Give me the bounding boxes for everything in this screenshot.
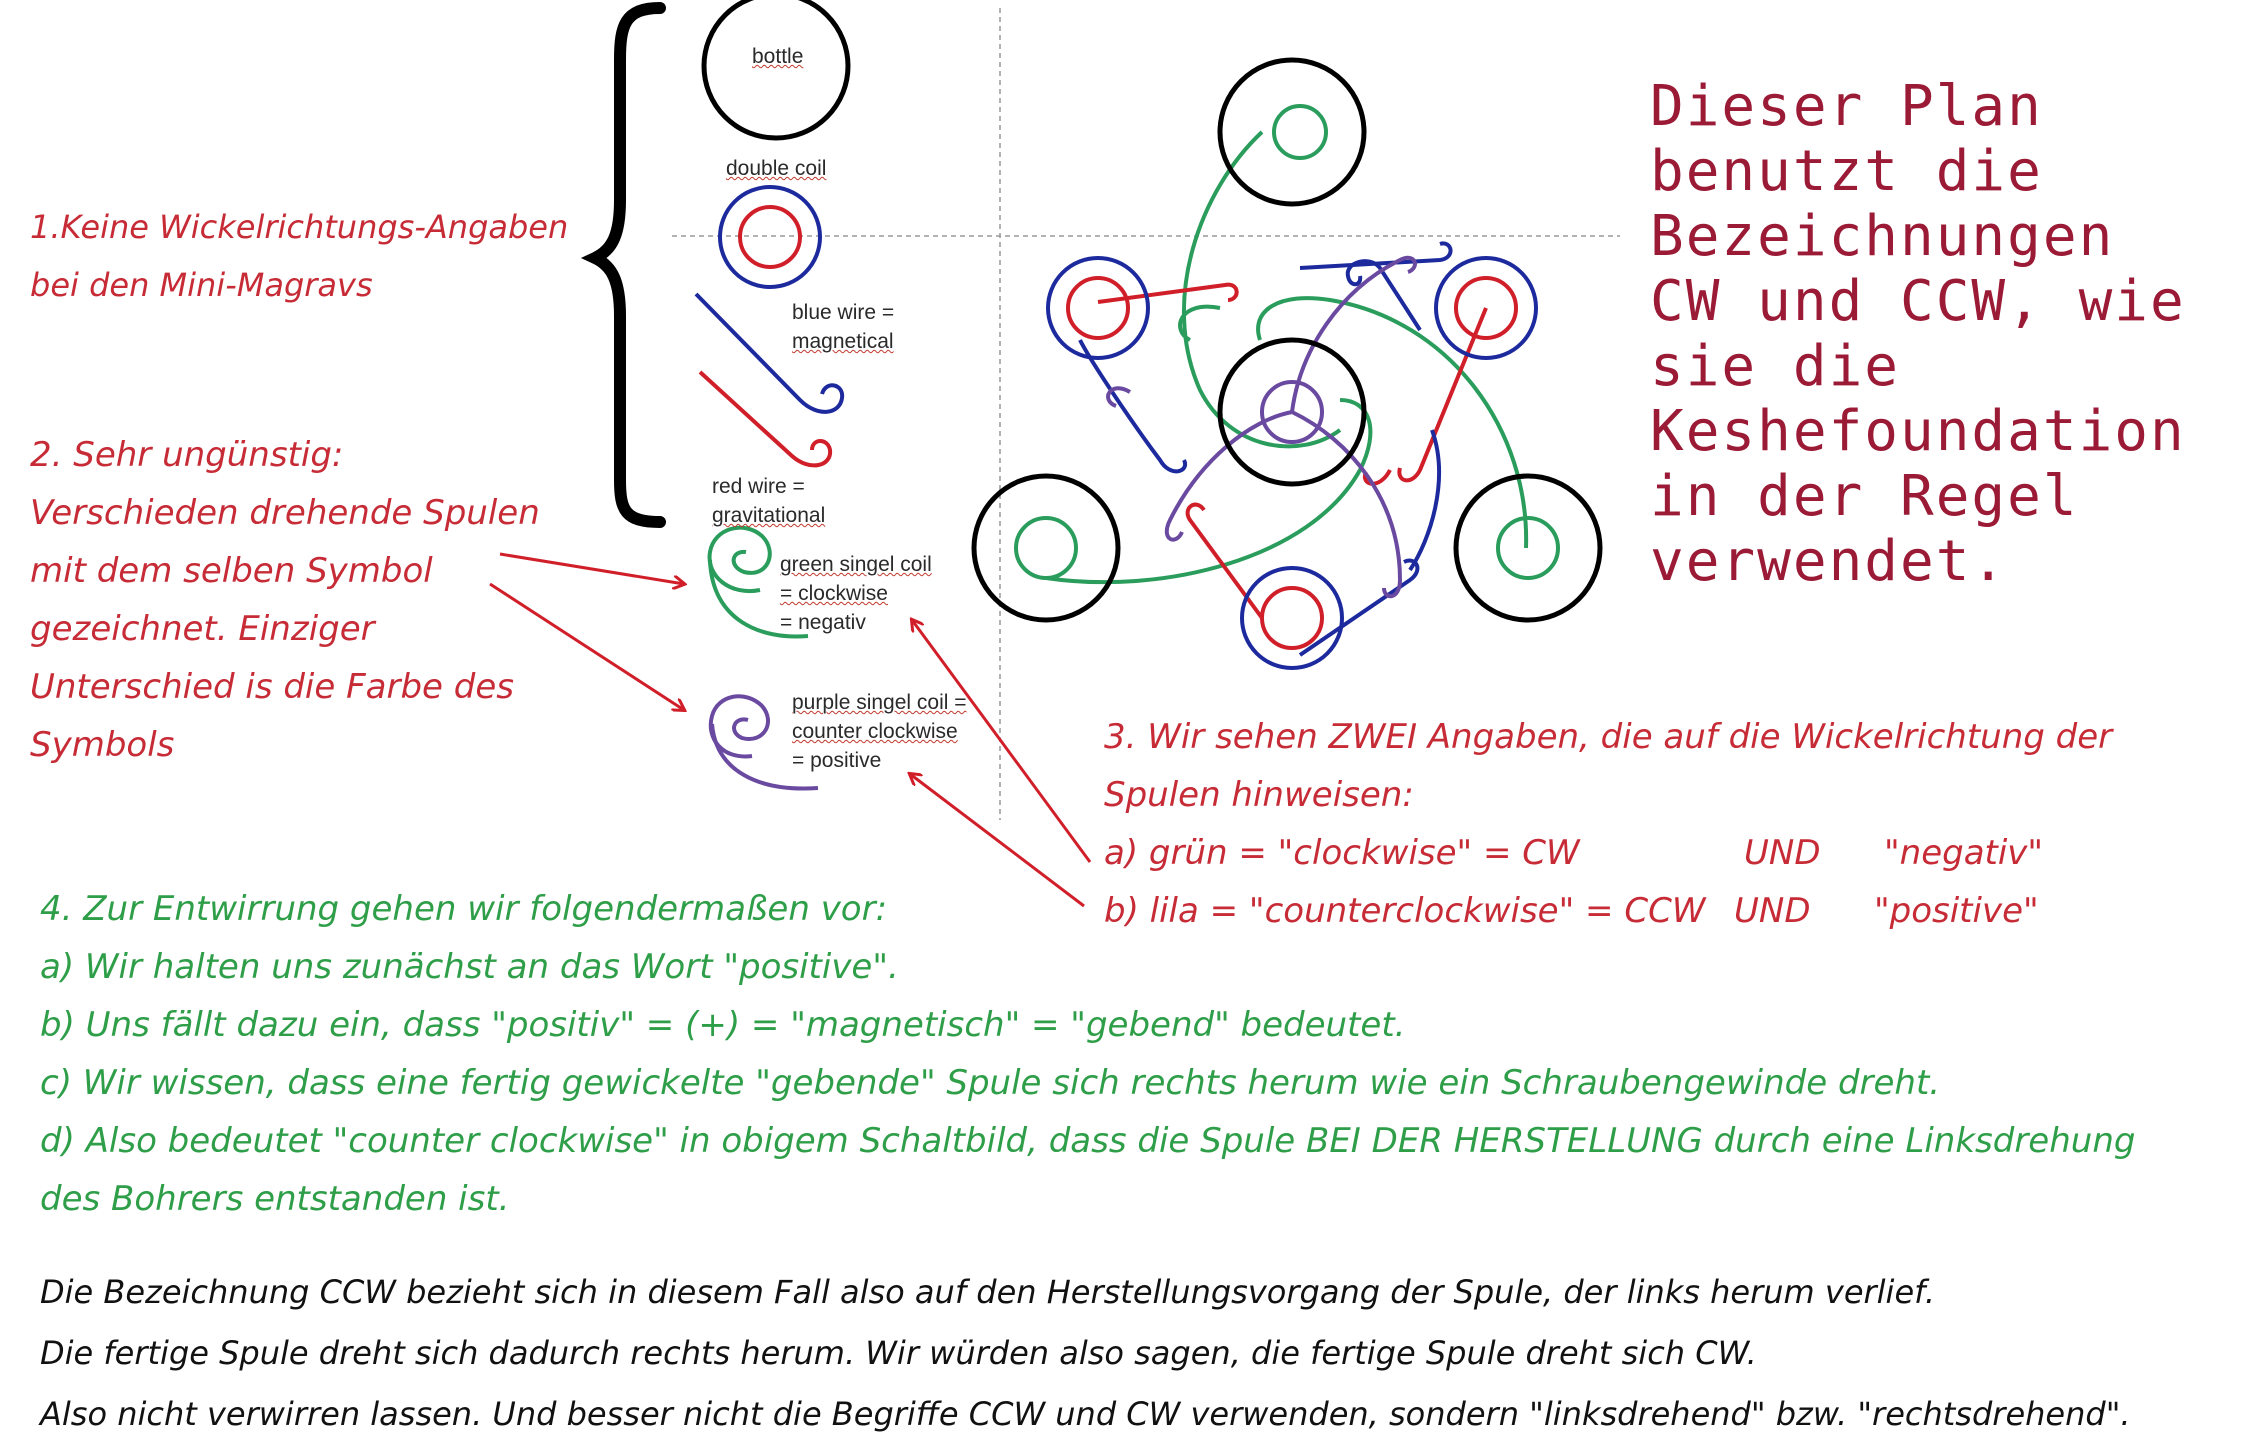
legend-blue-wire-label: blue wire = magnetical	[792, 301, 895, 353]
legend-green-coil-label: green singel coil = clockwise = negativ	[780, 553, 932, 634]
legend-red-wire-label: red wire = gravitational	[712, 475, 826, 527]
note-5-line: Die Bezeichnung CCW bezieht sich in diesem Fall also auf den Herstellungsvorgang der Spule, der links herum verlief.	[40, 1273, 1935, 1311]
note-2-line: mit dem selben Symbol	[30, 551, 433, 591]
note-3-row-a: a) grün = "clockwise" = CW UND "negativ"	[1104, 833, 2044, 873]
note-4-line: d) Also bedeutet "counter clockwise" in obigem Schaltbild, dass die Spule BEI DER HERSTELLUNG durch eine Linksdrehung	[40, 1121, 2136, 1161]
note-2-line: Verschieden drehende Spulen	[30, 493, 540, 533]
legend-double-coil-symbol	[720, 187, 820, 287]
note-4-line: a) Wir halten uns zunächst an das Wort "positive".	[40, 947, 899, 987]
note-5-line: Also nicht verwirren lassen. Und besser nicht die Begriffe CCW und CW verwenden, sondern "linksdrehend" bzw. "rechtsdrehend".	[40, 1395, 2131, 1433]
note-5-line: Die fertige Spule dreht sich dadurch rechts herum. Wir würden also sagen, die fertige Spule dreht sich CW.	[40, 1334, 1757, 1372]
note-2	[30, 426, 540, 774]
note-4-line: c) Wir wissen, dass eine fertig gewickelte "gebende" Spule sich rechts herum wie ein Schraubengewinde dreht.	[40, 1063, 1941, 1103]
note-2-line: Symbols	[30, 725, 175, 765]
plan-line: Keshefoundation	[1650, 399, 2186, 464]
plan-line: verwendet.	[1650, 529, 2008, 594]
note-4-line: b) Uns fällt dazu ein, dass "positiv" = (+) = "magnetisch" = "gebend" bedeutet.	[40, 1005, 1406, 1045]
note-4-line: des Bohrers entstanden ist.	[40, 1179, 510, 1219]
note-1	[30, 198, 568, 314]
plan-line: CW und CCW, wie	[1650, 269, 2186, 334]
note-1-line: 1.Keine Wickelrichtungs-Angaben	[30, 208, 569, 246]
curly-brace	[595, 8, 660, 522]
note-4	[40, 880, 2135, 1228]
plan-line: Dieser Plan	[1650, 74, 2043, 139]
legend-bottle-label: bottle	[752, 45, 804, 68]
magrav-plan-diagram	[974, 60, 1600, 668]
note-4-line: 4. Zur Entwirrung gehen wir folgendermaßen vor:	[40, 889, 888, 929]
note-5	[40, 1262, 2131, 1445]
note-1-line: bei den Mini-Magravs	[30, 266, 373, 304]
legend-green-coil-symbol	[710, 528, 770, 591]
legend-red-wire-symbol	[700, 372, 830, 465]
plan-line: in der Regel	[1650, 464, 2079, 529]
legend-double-coil-label: double coil	[726, 157, 827, 180]
note-3-intro: Spulen hinweisen:	[1104, 775, 1414, 815]
plan-line: Bezeichnungen	[1650, 204, 2115, 269]
note-2-line: 2. Sehr ungünstig:	[30, 435, 344, 475]
note-2-line: Unterschied is die Farbe des	[30, 667, 514, 707]
note-2-line: gezeichnet. Einziger	[30, 609, 375, 649]
plan-description	[1650, 74, 2186, 594]
note-3-row-b: b) lila = "counterclockwise" = CCW UND "positive"	[1104, 891, 2039, 931]
legend-purple-coil-label: purple singel coil = counter clockwise = positive	[792, 691, 967, 772]
plan-line: benutzt die	[1650, 139, 2043, 204]
plan-line: sie die	[1650, 334, 1901, 399]
note-3-intro: 3. Wir sehen ZWEI Angaben, die auf die Wickelrichtung der	[1104, 717, 2113, 757]
